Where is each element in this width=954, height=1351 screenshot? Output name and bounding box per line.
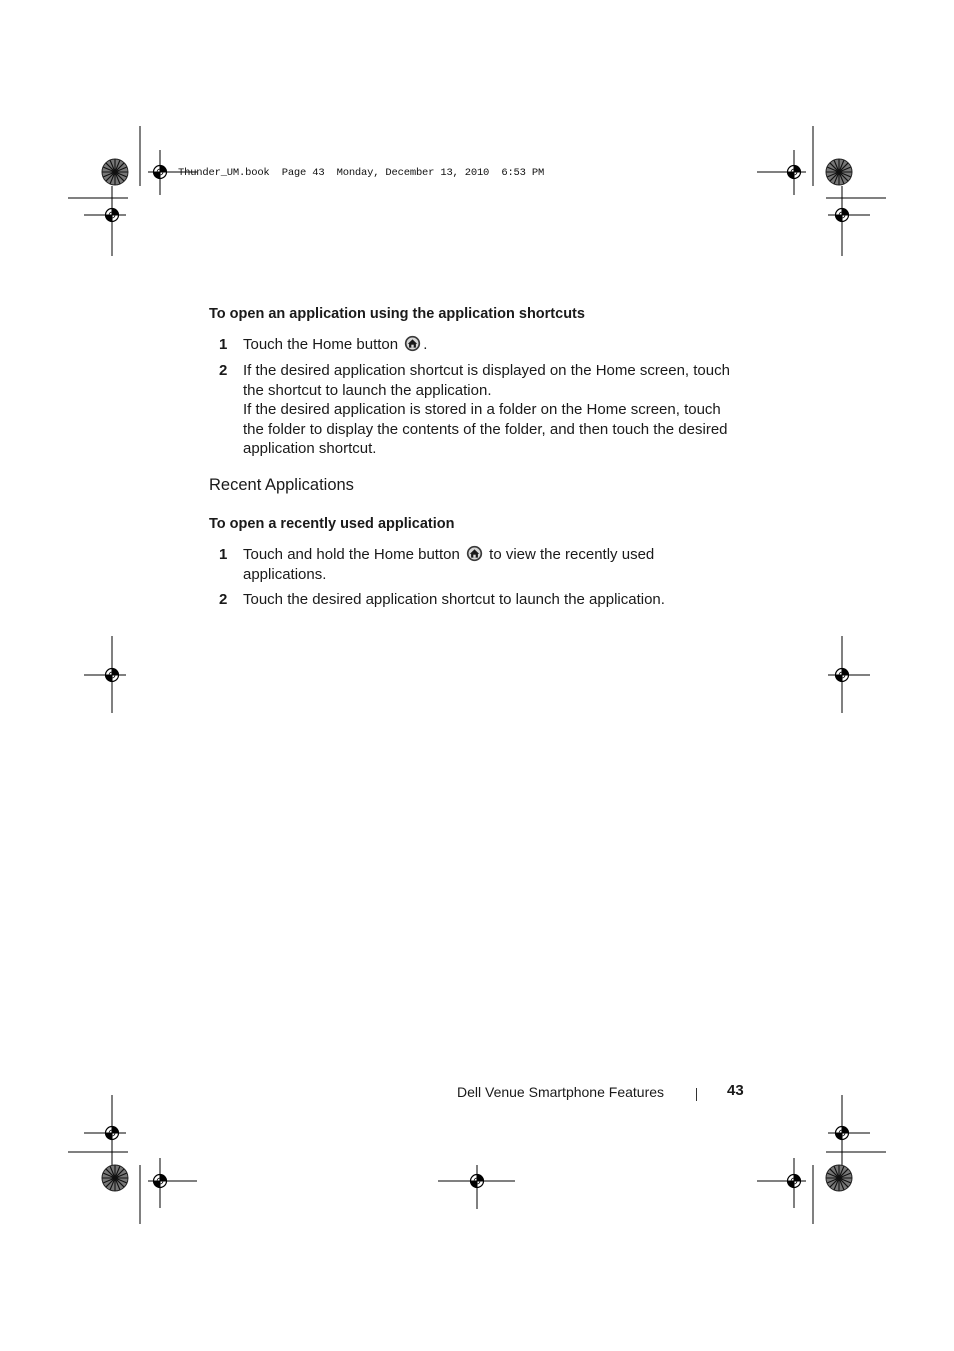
list-item bbox=[219, 335, 739, 355]
step-text-part: to view the recently used applications. bbox=[243, 546, 655, 583]
procedure-title-shortcuts: To open an application using the application shortcuts bbox=[209, 306, 585, 322]
book-info-header: Thunder_UM.book Page 43 Monday, December 13, 2010 6:53 PM bbox=[178, 167, 545, 179]
crop-mark-top-right bbox=[757, 126, 886, 256]
footer-chapter-title: Dell Venue Smartphone Features bbox=[457, 1084, 665, 1100]
crop-mark-bottom-right bbox=[757, 1095, 886, 1224]
step-text bbox=[243, 361, 739, 459]
step-number: 2 bbox=[219, 591, 228, 608]
page-number: 43 bbox=[727, 1082, 744, 1099]
step-number: 2 bbox=[219, 362, 228, 379]
step-text bbox=[243, 335, 739, 355]
registration-mark-icon bbox=[788, 1175, 801, 1188]
registration-mark-icon bbox=[471, 1175, 484, 1188]
starburst-target-icon bbox=[826, 1165, 852, 1191]
step-number: 1 bbox=[219, 546, 228, 563]
step-paragraph: If the desired application is stored in a folder on the Home screen, touch the folder to display the contents of the folder, and then touch the desired application shortcut. bbox=[243, 401, 728, 457]
starburst-target-icon bbox=[102, 1165, 128, 1191]
registration-mark-icon bbox=[106, 669, 119, 682]
crop-mark-bottom-left bbox=[68, 1095, 197, 1224]
step-text bbox=[243, 545, 739, 584]
footer-divider bbox=[696, 1088, 697, 1101]
registration-mark-icon bbox=[154, 1175, 167, 1188]
home-button-icon bbox=[404, 335, 421, 352]
list-item bbox=[219, 590, 739, 610]
registration-mark-icon bbox=[836, 1127, 849, 1140]
starburst-target-icon bbox=[826, 159, 852, 185]
registration-mark-icon bbox=[788, 166, 801, 179]
crop-mark-top-left bbox=[68, 126, 197, 256]
registration-mark-icon bbox=[836, 669, 849, 682]
step-text-part: Touch and hold the Home button bbox=[243, 546, 464, 563]
step-text-part: . bbox=[423, 336, 428, 353]
home-button-icon bbox=[466, 545, 483, 562]
starburst-target-icon bbox=[102, 159, 128, 185]
list-item bbox=[219, 361, 739, 459]
registration-mark-icon bbox=[106, 1127, 119, 1140]
crop-mark-middle bbox=[84, 636, 870, 713]
step-paragraph: If the desired application shortcut is displayed on the Home screen, touch the shortcut to launch the application. bbox=[243, 362, 730, 399]
step-number: 1 bbox=[219, 336, 228, 353]
procedure-title-recent: To open a recently used application bbox=[209, 516, 455, 532]
registration-mark-icon bbox=[154, 166, 167, 179]
section-heading: Recent Applications bbox=[209, 476, 354, 494]
step-text: Touch the desired application shortcut to launch the application. bbox=[243, 591, 665, 608]
list-item bbox=[219, 545, 739, 584]
step-text-part: Touch the Home button bbox=[243, 336, 403, 353]
registration-mark-icon bbox=[106, 209, 119, 222]
registration-mark-icon bbox=[836, 209, 849, 222]
